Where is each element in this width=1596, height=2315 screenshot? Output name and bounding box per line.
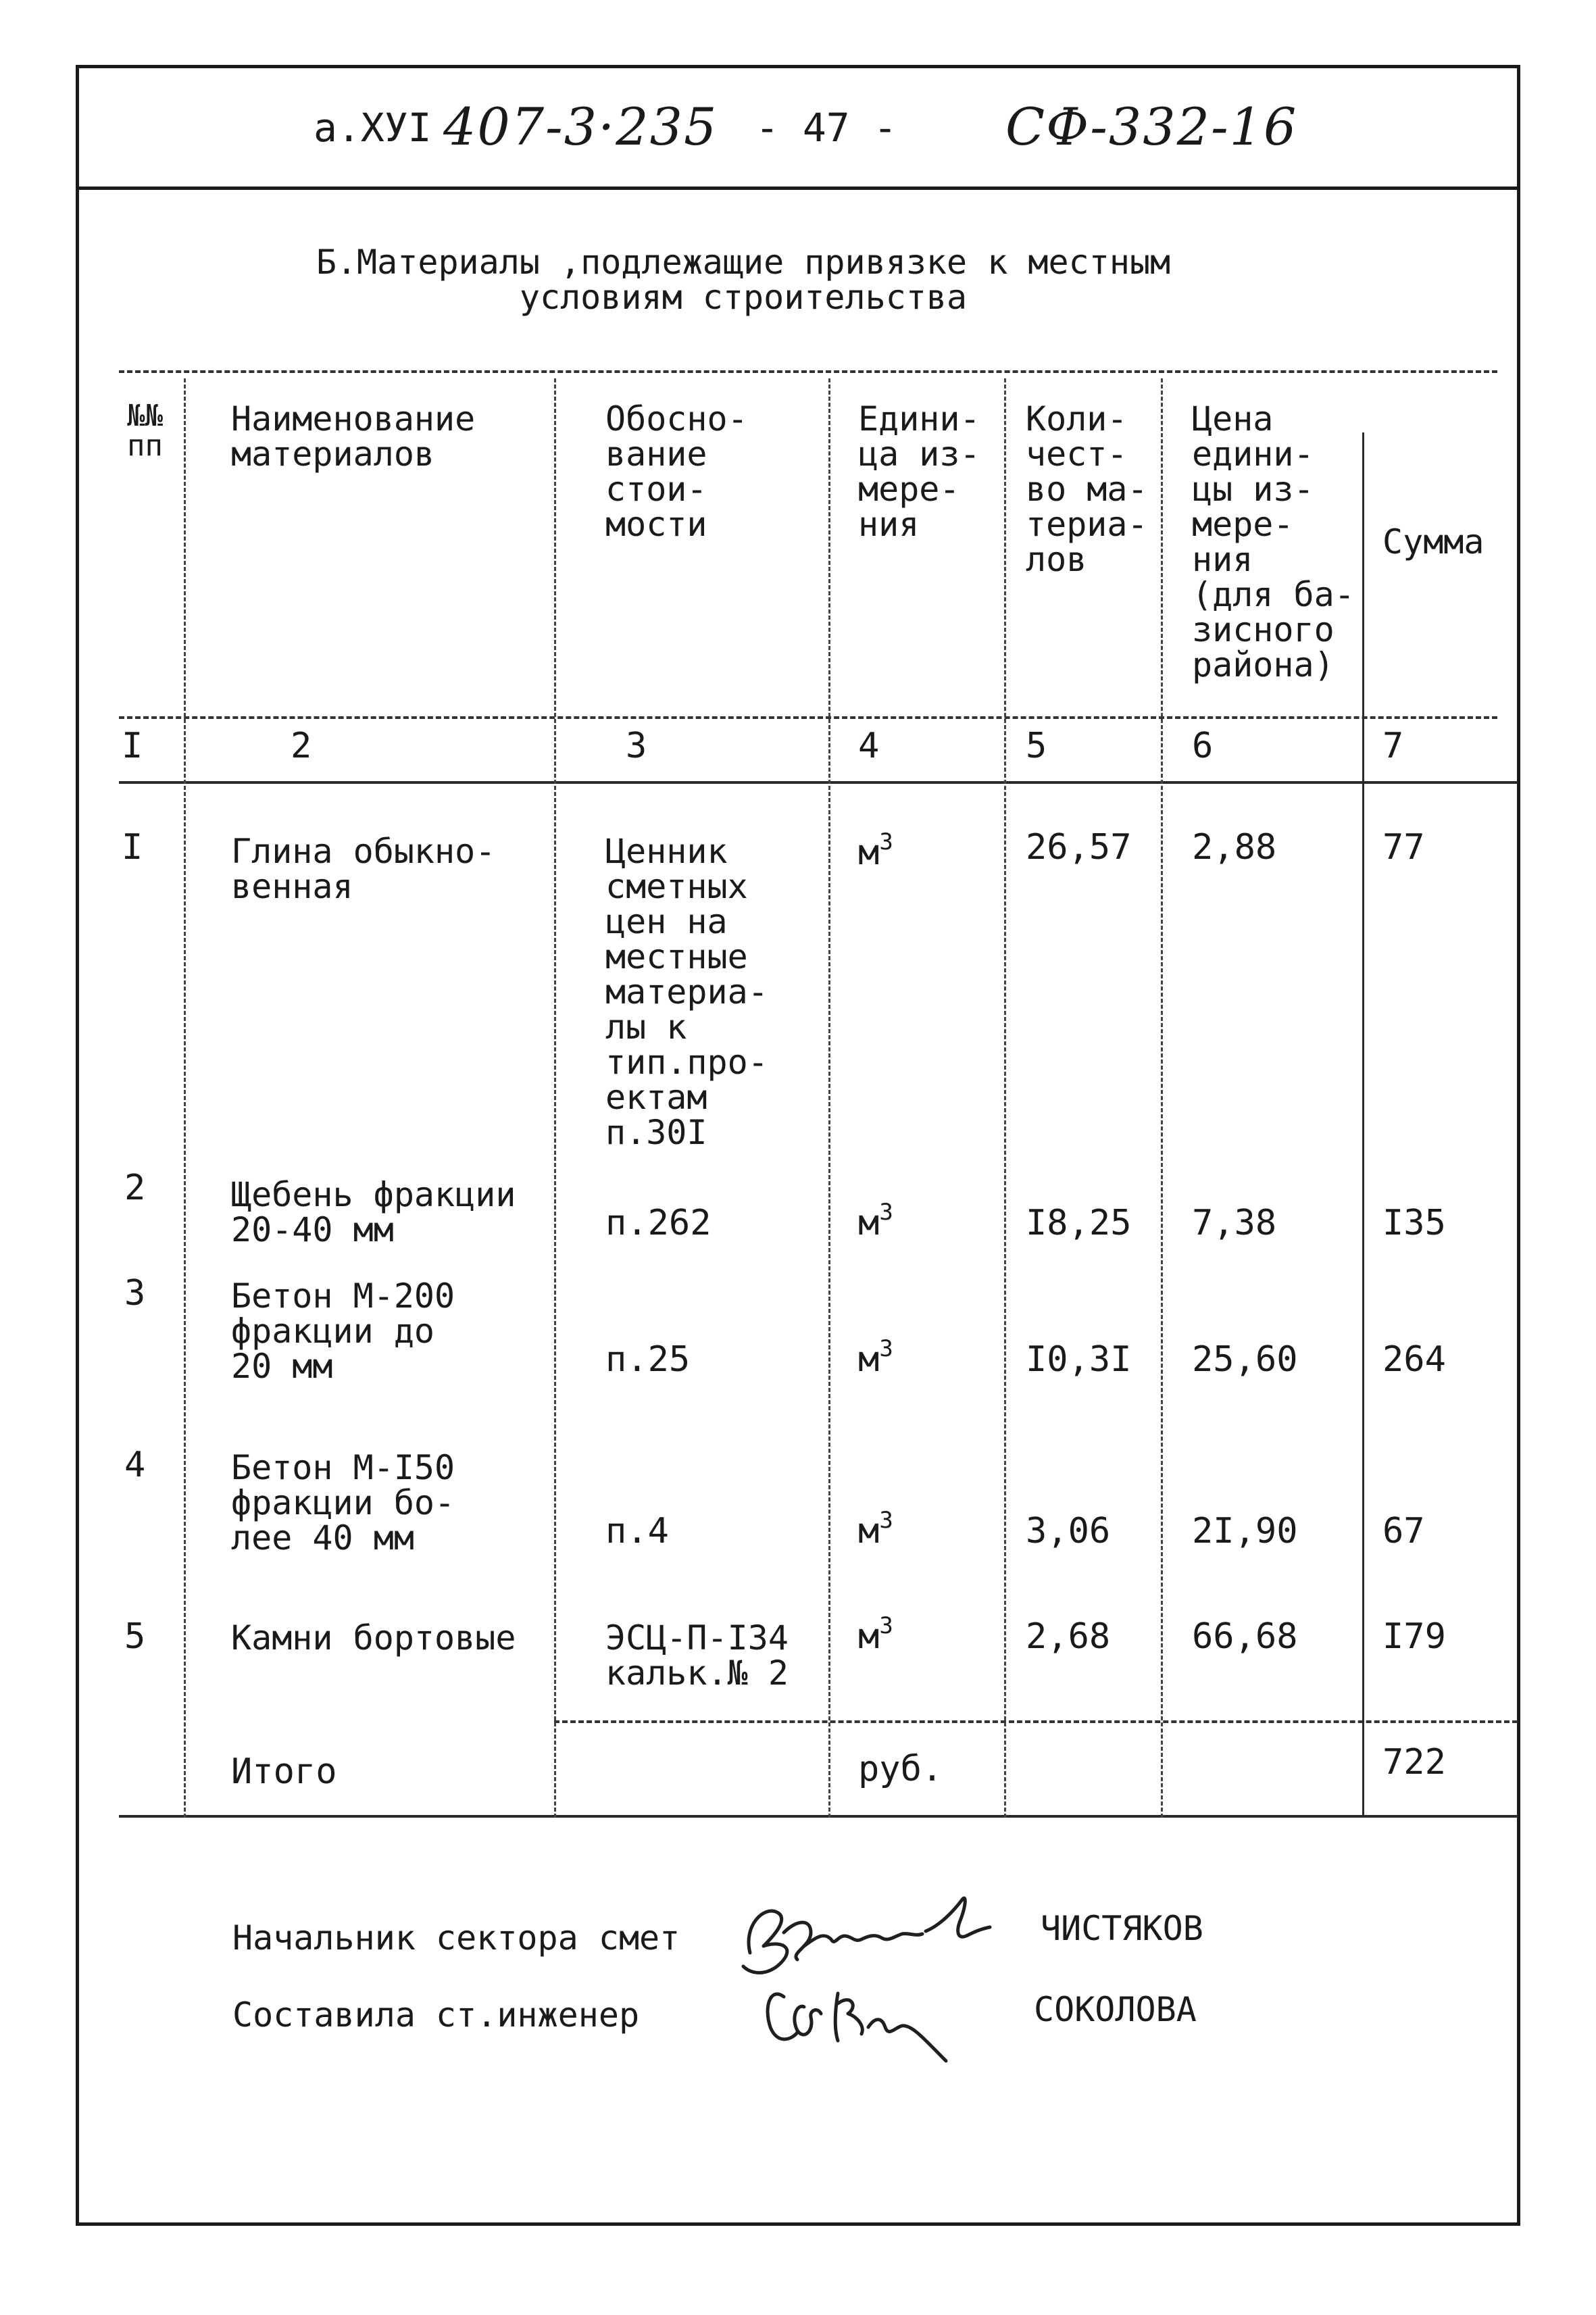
col-header-basis: Обосно- вание стои- мости	[605, 399, 748, 544]
section-title: Б.Материалы ,подлежащие привязке к местным условиям строительства	[316, 243, 1171, 317]
col-header-qty: Коли- чест- во ма- териа- лов	[1026, 399, 1148, 579]
unit-cell	[858, 1335, 893, 1380]
album-label: а.ХУI	[314, 105, 432, 151]
unit-price: 2,88	[1192, 827, 1277, 868]
col-sep-2	[554, 378, 556, 1818]
unit-label: м	[858, 1339, 880, 1380]
col-index: I	[122, 726, 143, 766]
unit-superscript: 3	[879, 1507, 893, 1534]
col-index: 6	[1192, 726, 1214, 766]
row-number: 4	[124, 1445, 146, 1485]
signer-name: СОКОЛОВА	[1034, 1990, 1197, 2029]
table-bottom-rule	[119, 1815, 1518, 1818]
col-sep-3	[828, 378, 830, 1818]
row-number: 5	[124, 1616, 146, 1657]
unit-label: м	[858, 1511, 880, 1551]
quantity: 3,06	[1026, 1511, 1111, 1551]
col-header-name: Наименование материалов	[231, 399, 476, 474]
col-header-sum: Сумма	[1382, 522, 1485, 562]
cost-basis: п.4	[605, 1511, 669, 1551]
col-sep-6	[1362, 432, 1364, 1818]
col-index: 3	[626, 726, 647, 766]
col-index: 5	[1026, 726, 1047, 766]
total-top-rule	[554, 1720, 1518, 1723]
material-name: Щебень фракции 20-40 мм	[231, 1175, 516, 1249]
cost-basis: Ценник сметных цен на местные материа- лы к тип.про- ектам п.30I	[605, 832, 768, 1152]
cost-basis: ЭСЦ-П-I34 кальк.№ 2	[605, 1618, 789, 1693]
quantity: 26,57	[1026, 827, 1132, 868]
col-index: 2	[291, 726, 312, 766]
col-header-price: Цена едини- цы из- мере- ния (для ба- зисного района)	[1192, 399, 1355, 684]
col-header-unit: Едини- ца из- мере- ния	[858, 399, 980, 544]
header-bottom-rule	[119, 716, 1497, 719]
col-index: 7	[1382, 726, 1404, 766]
unit-label: м	[858, 832, 880, 873]
col-sep-4	[1004, 378, 1006, 1818]
row-sum: I79	[1382, 1616, 1446, 1657]
project-code: 407-3·235	[443, 97, 718, 157]
signer-name: ЧИСТЯКОВ	[1041, 1909, 1203, 1948]
sheet-code: СФ-332-16	[1005, 97, 1298, 157]
table-top-rule	[119, 370, 1497, 373]
row-sum: 67	[1382, 1511, 1425, 1551]
col-header-no: №№ пп	[127, 399, 163, 463]
unit-cell	[858, 828, 893, 873]
material-name: Бетон М-200 фракции до 20 мм	[231, 1276, 455, 1386]
header-divider	[76, 186, 1520, 190]
quantity: I8,25	[1026, 1203, 1132, 1243]
total-sum: 722	[1382, 1742, 1446, 1783]
unit-superscript: 3	[879, 828, 893, 855]
row-number: 2	[124, 1168, 146, 1208]
unit-price: 2I,90	[1192, 1511, 1298, 1551]
signer-role: Составила ст.инженер	[232, 1995, 640, 2035]
cost-basis: п.25	[605, 1339, 691, 1380]
unit-superscript: 3	[879, 1612, 893, 1639]
unit-superscript: 3	[879, 1335, 893, 1362]
unit-cell	[858, 1199, 893, 1243]
total-unit: руб.	[858, 1749, 943, 1789]
unit-price: 7,38	[1192, 1203, 1277, 1243]
quantity: 2,68	[1026, 1616, 1111, 1657]
row-number: 3	[124, 1273, 146, 1314]
total-label: Итого	[231, 1751, 337, 1792]
row-sum: 264	[1382, 1339, 1446, 1380]
col-sep-1	[184, 378, 186, 1818]
index-row-rule	[119, 781, 1518, 784]
unit-price: 25,60	[1192, 1339, 1298, 1380]
unit-label: м	[858, 1616, 880, 1657]
unit-label: м	[858, 1203, 880, 1243]
row-sum: 77	[1382, 827, 1425, 868]
unit-cell	[858, 1507, 893, 1551]
unit-superscript: 3	[879, 1199, 893, 1226]
handwritten-signature	[723, 1872, 1047, 2074]
material-name: Бетон М-I50 фракции бо- лее 40 мм	[231, 1448, 455, 1558]
col-index: 4	[858, 726, 880, 766]
material-name: Глина обыкно- венная	[231, 832, 496, 906]
unit-cell	[858, 1612, 893, 1657]
row-number: I	[122, 827, 143, 868]
row-sum: I35	[1382, 1203, 1446, 1243]
cost-basis: п.262	[605, 1203, 712, 1243]
signer-role: Начальник сектора смет	[232, 1918, 680, 1958]
material-name: Камни бортовые	[231, 1618, 516, 1658]
col-sep-5	[1161, 378, 1163, 1818]
quantity: I0,3I	[1026, 1339, 1132, 1380]
unit-price: 66,68	[1192, 1616, 1298, 1657]
page-number: - 47 -	[755, 105, 897, 151]
